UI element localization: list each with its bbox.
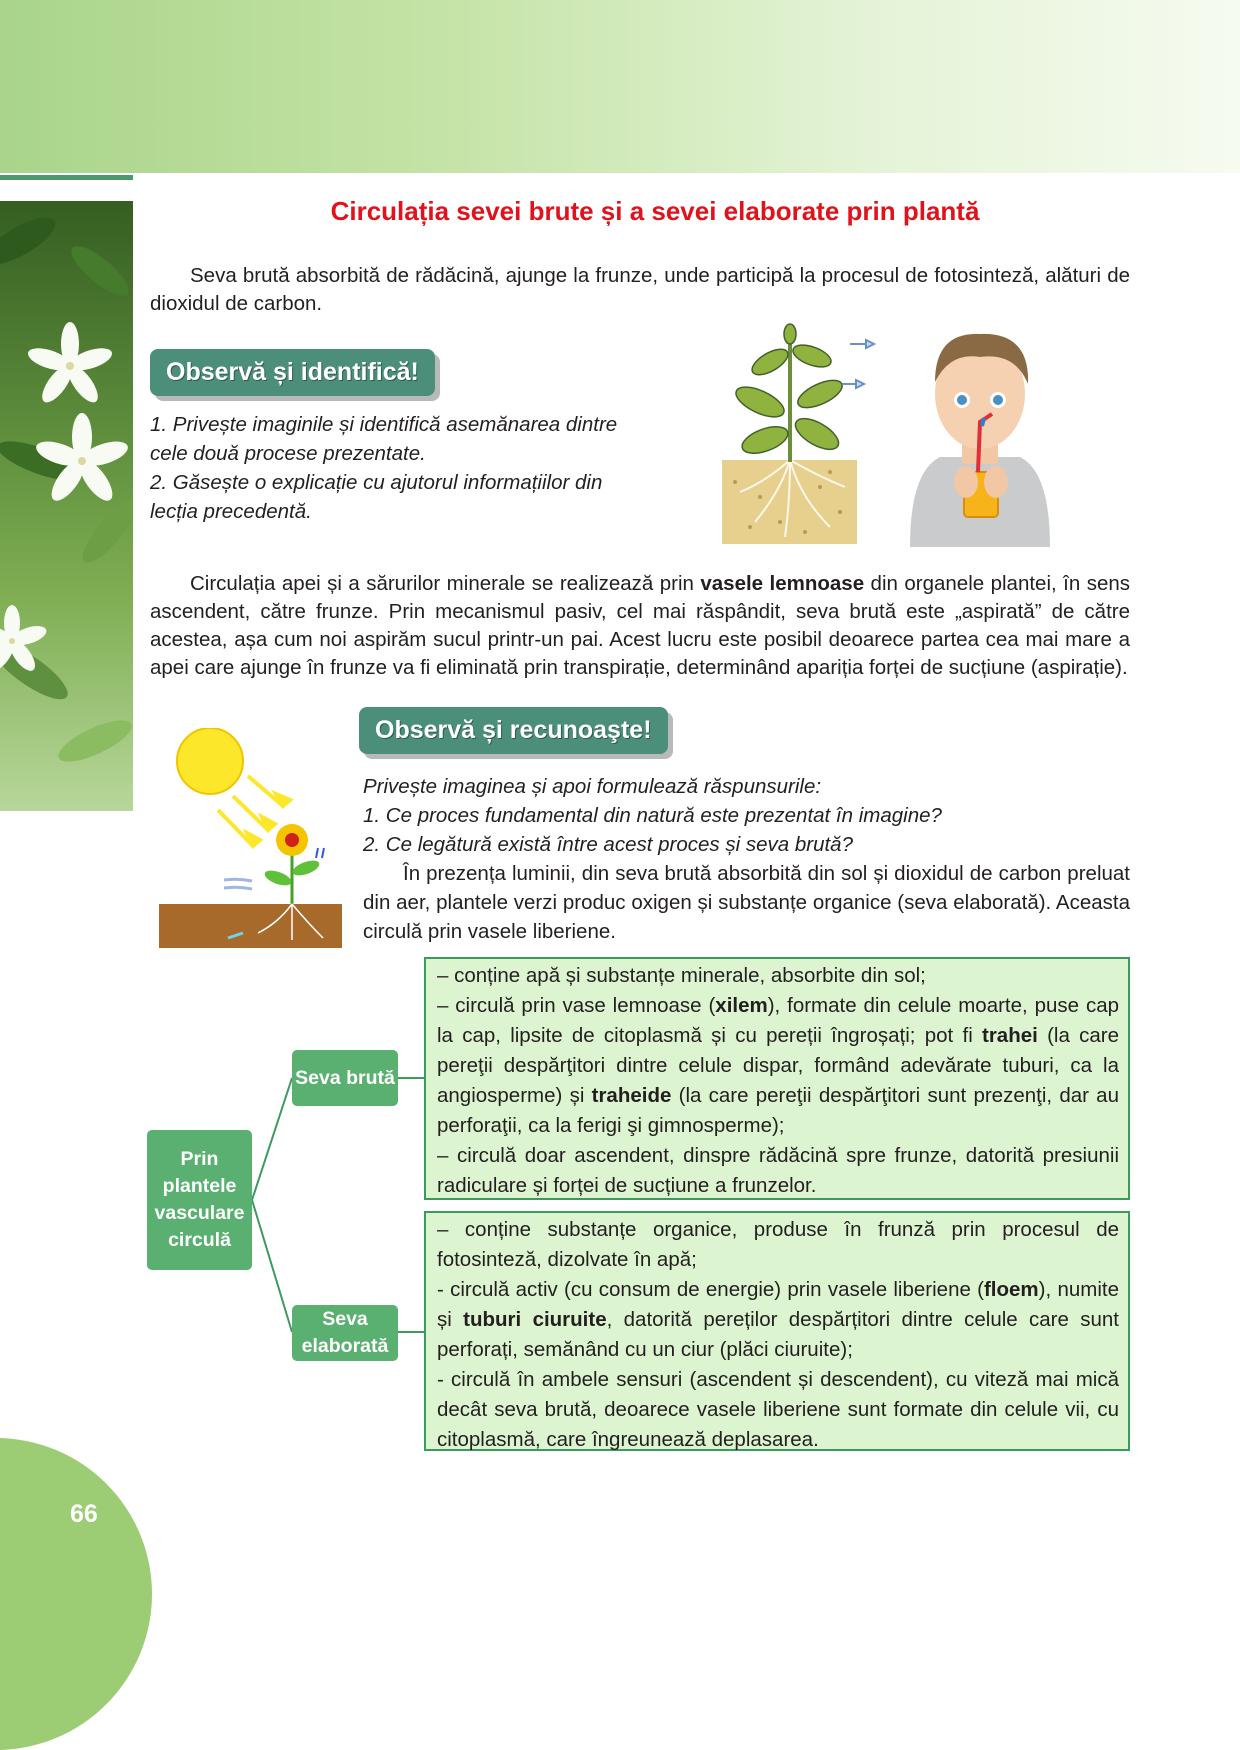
- section1-question-2: 2. Găsește o explicație cu ajutorul informațiilor din lecția precedentă.: [150, 471, 603, 523]
- raw-sap-text: (la care pereţii despărţitori sunt prezenţi, dar au perforaţii, ca la ferigi şi gimnosperme);: [437, 1084, 1119, 1137]
- tracheids-term: traheide: [591, 1084, 672, 1107]
- xylem-term: xilem: [715, 994, 768, 1017]
- observe-identify-heading: Observă și identifică!: [150, 349, 435, 396]
- elaborated-sap-node: Seva elaborată: [292, 1305, 398, 1361]
- elaborated-sap-line-2: [437, 1275, 1119, 1365]
- raw-sap-text: – circulă prin vase lemnoase (: [437, 994, 716, 1017]
- vessels-paragraph-text-1: Circulația apei și a sărurilor minerale se realizează prin: [190, 572, 701, 595]
- raw-sap-text: (la care pereţii despărţitori dintre celule dispar, formând adevărate tuburi, ca la angiosperme) și: [437, 1024, 1119, 1107]
- raw-sap-line-1: – conține apă și substanțe minerale, absorbite din sol;: [437, 964, 926, 987]
- observe-recognize-heading: Observă și recunoaşte!: [359, 707, 668, 754]
- intro-paragraph: Seva brută absorbită de rădăcină, ajunge la frunze, unde participă la procesul de fotosinteză, alături de dioxidul de carbon.: [150, 264, 1130, 315]
- raw-sap-line-3: – circulă doar ascendent, dinspre rădăcină spre frunze, datorită presiunii radiculare și forței de sucțiune a frunzelor.: [437, 1144, 1119, 1197]
- phloem-term: floem: [983, 1278, 1039, 1301]
- elaborated-sap-line-3: - circulă în ambele sensuri (ascendent și descendent), cu viteză mai mică decât seva brută, deoarece vasele liberiene sunt formate din celule vii, cu citoplasmă, care îngreunează deplasarea.: [437, 1368, 1119, 1451]
- elaborated-sap-text: ), numite și: [437, 1278, 1119, 1331]
- elaborated-sap-text: , datorită pereților despărțitori dintre celule care sunt perforați, semănând cu un ciur (plăci ciuruite);: [437, 1308, 1119, 1361]
- vessels-paragraph-text-2: din organele plantei, în sens ascendent, către frunze. Prin mecanismul pasiv, cel mai răspândit, seva brută este „aspirată” de către acestea, așa cum noi aspirăm sucul printr-un pai. Acest lucru este posibil deoarece partea cea mai mare a apei care ajunge în frunze va fi eliminată prin transpirație, determinând apariția forței de sucțiune (aspirație).: [150, 572, 1130, 679]
- raw-sap-node: Seva brută: [292, 1050, 398, 1106]
- section2-question-1: 1. Ce proces fundamental din natură este prezentat în imagine?: [363, 804, 942, 827]
- section2-lead: Privește imaginea și apoi formulează răspunsurile:: [363, 775, 822, 798]
- root-node: Prin plantele vasculare circulă: [147, 1130, 252, 1270]
- raw-sap-description: [424, 957, 1130, 1200]
- photosynthesis-paragraph: În prezența luminii, din seva brută absorbită din sol și dioxidul de carbon preluat din aer, plantele verzi produc oxigen și substanțe organice (seva elaborată). Aceasta circulă prin vasele liberiene.: [363, 862, 1130, 943]
- tracheae-term: trahei: [982, 1024, 1038, 1047]
- raw-sap-line-2: [437, 991, 1119, 1141]
- page-number: 66: [70, 1500, 98, 1528]
- elaborated-sap-text: - circulă activ (cu consum de energie) prin vasele liberiene (: [437, 1278, 984, 1301]
- elaborated-sap-description: [424, 1211, 1130, 1451]
- sieve-tubes-term: tuburi ciuruite: [463, 1308, 607, 1331]
- page-title: Circulația sevei brute și a sevei elaborate prin plantă: [330, 196, 980, 226]
- elaborated-sap-line-1: – conține substanțe organice, produse în frunză prin procesul de fotosinteză, dizolvate în apă;: [437, 1218, 1119, 1271]
- raw-sap-text: ), formate din celule moarte, puse cap la cap, lipsite de citoplasmă și cu pereții îngroșați; pot fi: [437, 994, 1119, 1047]
- section2-question-2: 2. Ce legătură există între acest proces și seva brută?: [363, 833, 853, 856]
- section1-question-1: 1. Privește imaginile și identifică asemănarea dintre cele două procese prezentate.: [150, 413, 618, 465]
- vessels-paragraph-bold: vasele lemnoase: [700, 572, 865, 595]
